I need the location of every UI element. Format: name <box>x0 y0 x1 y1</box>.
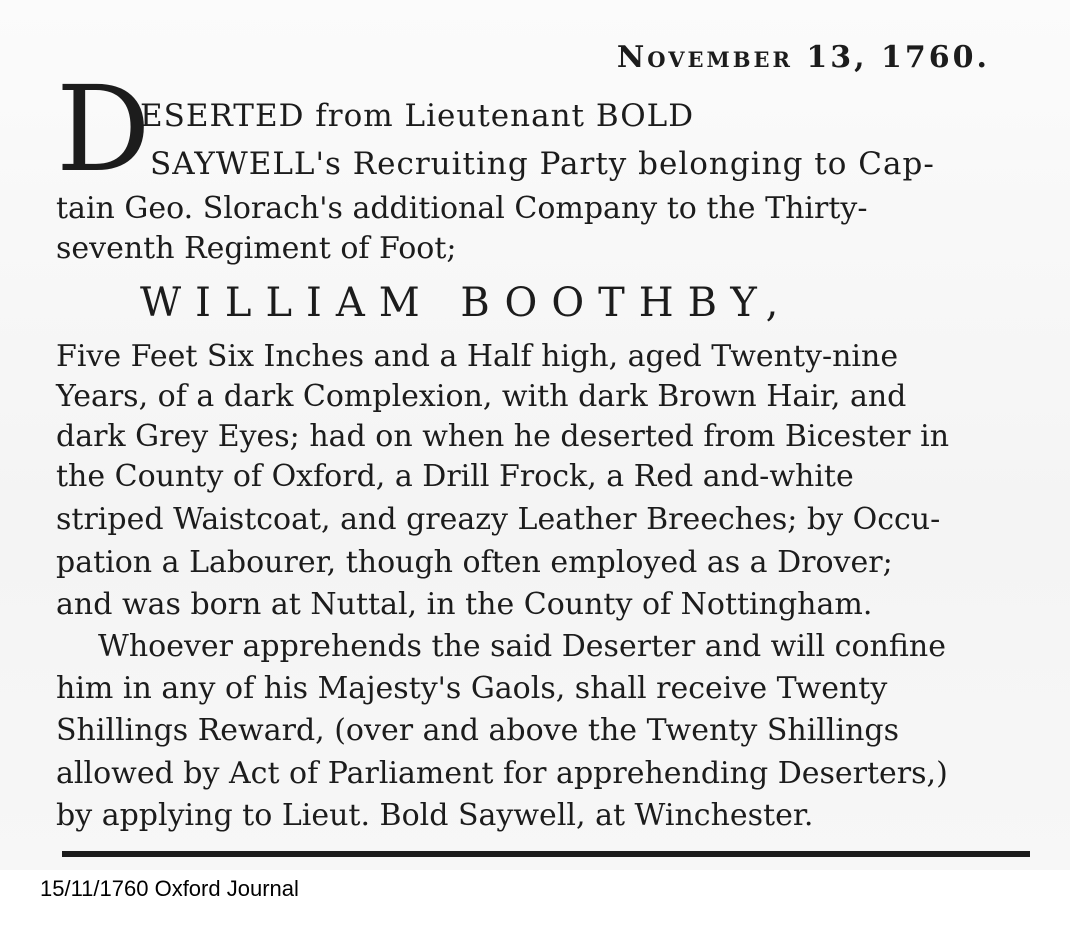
drop-cap-letter: D <box>56 60 151 198</box>
description-line: dark Grey Eyes; had on when he deserted from Bicester in <box>56 419 950 454</box>
description-line: striped Waistcoat, and greazy Leather Breeches; by Occu- <box>56 502 941 537</box>
heading-line: SAYWELL's Recruiting Party belonging to Cap- <box>150 146 935 182</box>
description-line: and was born at Nuttal, in the County of Nottingham. <box>56 587 873 622</box>
article-date: November 13, 1760. <box>616 40 990 75</box>
description-line: Years, of a dark Complexion, with dark Brown Hair, and <box>56 379 907 414</box>
bottom-rule <box>62 851 1030 857</box>
source-caption: 15/11/1760 Oxford Journal <box>40 876 299 901</box>
description-line: the County of Oxford, a Drill Frock, a Red and-white <box>56 459 854 494</box>
reward-line: by applying to Lieut. Bold Saywell, at Winchester. <box>56 798 814 833</box>
heading-line: seventh Regiment of Foot; <box>56 231 457 266</box>
reward-line: him in any of his Majesty's Gaols, shall receive Twenty <box>56 671 888 706</box>
reward-line: allowed by Act of Parliament for apprehending Deserters,) <box>56 756 948 791</box>
heading-line: tain Geo. Slorach's additional Company to the Thirty- <box>56 191 868 226</box>
deserter-name: WILLIAM BOOTHBY, <box>140 280 793 326</box>
reward-line: Shillings Reward, (over and above the Twenty Shillings <box>56 713 899 748</box>
description-line: pation a Labourer, though often employed as a Drover; <box>56 545 893 580</box>
description-line: Five Feet Six Inches and a Half high, aged Twenty-nine <box>56 339 899 374</box>
reward-line: Whoever apprehends the said Deserter and will confine <box>98 629 946 664</box>
heading-line: ESERTED from Lieutenant BOLD <box>140 98 695 134</box>
